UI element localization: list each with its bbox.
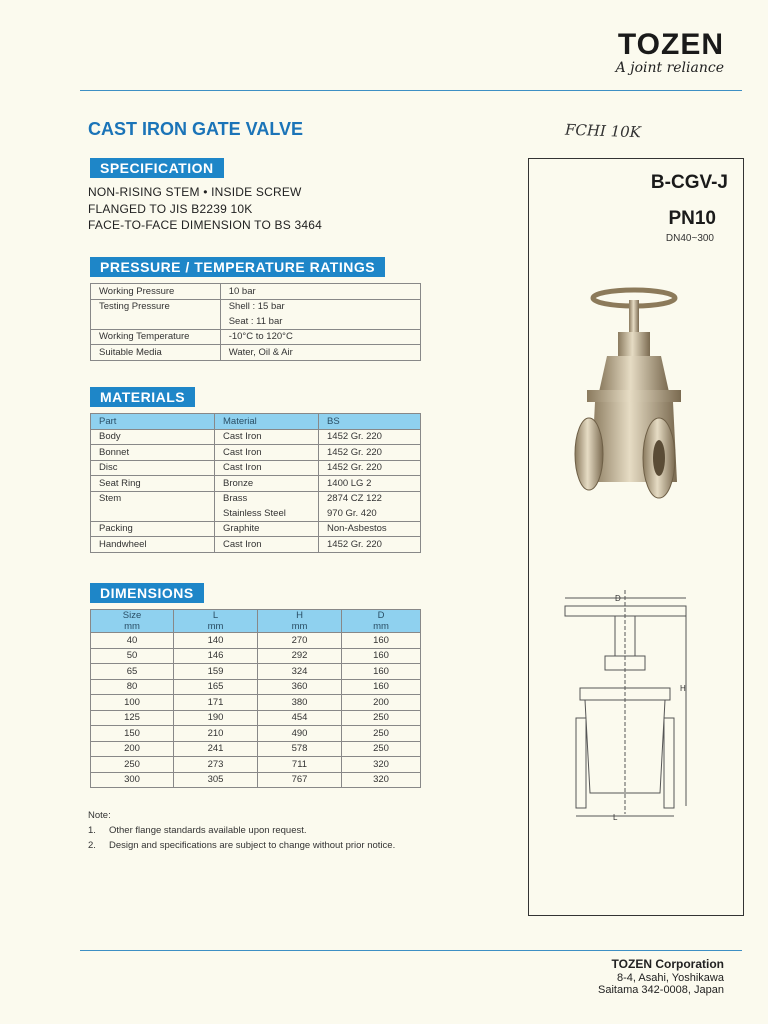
table-cell: 250 xyxy=(91,757,174,773)
logo-wordmark: TOZEN xyxy=(617,28,724,61)
table-cell: 250 xyxy=(342,710,421,726)
table-cell: Testing Pressure xyxy=(91,299,221,314)
table-cell: 1452 Gr. 220 xyxy=(319,537,421,553)
specification-text xyxy=(88,184,322,234)
table-cell: 305 xyxy=(174,772,258,788)
table-cell: 380 xyxy=(258,695,342,711)
note-number: 2. xyxy=(88,840,96,851)
column-header: Part xyxy=(91,414,215,430)
table-row xyxy=(91,772,421,788)
spec-line: NON-RISING STEM • INSIDE SCREW xyxy=(88,185,302,199)
table-header-row xyxy=(91,414,421,430)
table-cell: 10 bar xyxy=(220,284,420,300)
pressure-class: PN10 xyxy=(668,208,716,229)
valve-photo xyxy=(565,282,685,514)
size-range: DN40~300 xyxy=(665,233,714,244)
table-cell: 1452 Gr. 220 xyxy=(319,429,421,445)
table-cell: Seat : 11 bar xyxy=(220,314,420,329)
table-cell: 160 xyxy=(342,648,421,664)
table-cell: Handwheel xyxy=(91,537,215,553)
column-header xyxy=(342,610,421,633)
table-row xyxy=(91,329,421,345)
table-row xyxy=(91,710,421,726)
column-header xyxy=(258,610,342,633)
table-cell: 146 xyxy=(174,648,258,664)
valve-drawing xyxy=(560,588,700,828)
table-cell: 100 xyxy=(91,695,174,711)
table-cell: 1400 LG 2 xyxy=(319,476,421,492)
handwritten-note: FCHI 10K xyxy=(564,120,642,142)
notes xyxy=(88,808,395,853)
table-cell: Bonnet xyxy=(91,445,215,461)
dimensions-heading: DIMENSIONS xyxy=(90,583,204,603)
column-header xyxy=(91,610,174,633)
table-cell: -10°C to 120°C xyxy=(220,329,420,345)
table-row xyxy=(91,757,421,773)
table-cell xyxy=(91,314,221,329)
drawing-left-flange xyxy=(576,718,586,808)
table-cell: 320 xyxy=(342,757,421,773)
materials-table xyxy=(90,413,421,553)
table-cell: 711 xyxy=(258,757,342,773)
table-cell: 578 xyxy=(258,741,342,757)
table-row xyxy=(91,491,421,506)
table-cell: 125 xyxy=(91,710,174,726)
company-name: TOZEN Corporation xyxy=(611,957,724,971)
column-header xyxy=(174,610,258,633)
table-cell: 165 xyxy=(174,679,258,695)
company-address xyxy=(598,958,724,996)
table-cell: 159 xyxy=(174,664,258,680)
table-cell: 140 xyxy=(174,633,258,649)
table-cell xyxy=(91,506,215,521)
drawing-label-d: D xyxy=(615,594,621,603)
table-row xyxy=(91,695,421,711)
table-cell: 1452 Gr. 220 xyxy=(319,445,421,461)
table-cell: 270 xyxy=(258,633,342,649)
table-cell: 360 xyxy=(258,679,342,695)
table-cell: Working Pressure xyxy=(91,284,221,300)
table-row xyxy=(91,679,421,695)
table-cell: Body xyxy=(91,429,215,445)
column-unit: mm xyxy=(207,621,224,632)
left-flange-shape xyxy=(575,418,603,490)
table-row xyxy=(91,664,421,680)
spec-line: FACE-TO-FACE DIMENSION TO BS 3464 xyxy=(88,218,322,232)
table-cell: Non-Asbestos xyxy=(319,521,421,537)
table-cell: Stainless Steel xyxy=(215,506,319,521)
table-cell: 65 xyxy=(91,664,174,680)
table-cell: 150 xyxy=(91,726,174,742)
table-cell: 171 xyxy=(174,695,258,711)
table-cell: 320 xyxy=(342,772,421,788)
notes-heading: Note: xyxy=(88,810,111,821)
table-cell: Suitable Media xyxy=(91,345,221,361)
table-row xyxy=(91,345,421,361)
table-cell: 767 xyxy=(258,772,342,788)
table-cell: 300 xyxy=(91,772,174,788)
table-cell: Disc xyxy=(91,460,215,476)
table-cell: 250 xyxy=(342,726,421,742)
column-header: BS xyxy=(319,414,421,430)
bore-shape xyxy=(653,440,665,476)
table-row xyxy=(91,648,421,664)
ratings-heading: PRESSURE / TEMPERATURE RATINGS xyxy=(90,257,385,277)
page-title: CAST IRON GATE VALVE xyxy=(88,119,304,139)
table-cell: 292 xyxy=(258,648,342,664)
table-cell: 454 xyxy=(258,710,342,726)
header-rule xyxy=(80,90,742,91)
spec-line: FLANGED TO JIS B2239 10K xyxy=(88,201,253,216)
table-cell: 190 xyxy=(174,710,258,726)
table-cell: Graphite xyxy=(215,521,319,537)
table-cell: Cast Iron xyxy=(215,445,319,461)
table-cell: 160 xyxy=(342,633,421,649)
table-row xyxy=(91,521,421,537)
table-cell: Working Temperature xyxy=(91,329,221,345)
table-cell: 210 xyxy=(174,726,258,742)
column-unit: mm xyxy=(124,621,140,632)
table-row xyxy=(91,537,421,553)
table-row xyxy=(91,284,421,300)
table-row xyxy=(91,506,421,521)
table-cell: 250 xyxy=(342,741,421,757)
bonnet-flange-shape xyxy=(587,390,681,402)
table-cell: 970 Gr. 420 xyxy=(319,506,421,521)
table-cell: Shell : 15 bar xyxy=(220,299,420,314)
model-code: B-CGV-J xyxy=(650,172,728,193)
note-text: Other flange standards available upon request. xyxy=(109,825,307,836)
table-cell: 273 xyxy=(174,757,258,773)
table-cell: Brass xyxy=(215,491,319,506)
table-cell: 80 xyxy=(91,679,174,695)
address-line: 8-4, Asahi, Yoshikawa xyxy=(616,972,724,984)
table-cell: Cast Iron xyxy=(215,460,319,476)
ratings-table xyxy=(90,283,421,361)
table-cell: 490 xyxy=(258,726,342,742)
materials-heading: MATERIALS xyxy=(90,387,195,407)
table-row xyxy=(91,633,421,649)
table-cell: Packing xyxy=(91,521,215,537)
table-cell: 50 xyxy=(91,648,174,664)
table-row xyxy=(91,726,421,742)
specification-heading: SPECIFICATION xyxy=(90,158,224,178)
table-header-row xyxy=(91,610,421,633)
table-cell: 324 xyxy=(258,664,342,680)
drawing-label-l: L xyxy=(613,813,618,822)
table-row xyxy=(91,460,421,476)
table-row xyxy=(91,476,421,492)
column-unit: mm xyxy=(291,621,308,632)
table-cell: 160 xyxy=(342,679,421,695)
note-item xyxy=(88,838,395,853)
column-name: Size xyxy=(122,610,142,621)
table-cell: Stem xyxy=(91,491,215,506)
note-text: Design and specifications are subject to change without prior notice. xyxy=(109,840,396,851)
table-cell: Water, Oil & Air xyxy=(220,345,420,361)
column-name: H xyxy=(296,610,303,621)
logo-tagline: A joint reliance xyxy=(615,60,724,76)
table-row xyxy=(91,445,421,461)
bonnet-shape xyxy=(599,356,669,392)
table-row xyxy=(91,299,421,314)
table-cell: 2874 CZ 122 xyxy=(319,491,421,506)
column-unit: mm xyxy=(373,621,389,632)
note-number: 1. xyxy=(88,825,96,836)
table-row xyxy=(91,741,421,757)
table-cell: 200 xyxy=(342,695,421,711)
table-row xyxy=(91,314,421,329)
dimensions-table xyxy=(90,609,421,788)
column-name: L xyxy=(212,610,219,621)
column-header: Material xyxy=(215,414,319,430)
column-name: D xyxy=(377,610,385,621)
drawing-right-flange xyxy=(664,718,674,808)
table-row xyxy=(91,429,421,445)
table-cell: 160 xyxy=(342,664,421,680)
drawing-label-h: H xyxy=(680,684,686,693)
footer-rule xyxy=(80,950,742,951)
table-cell: 40 xyxy=(91,633,174,649)
table-cell: Cast Iron xyxy=(215,429,319,445)
table-cell: Seat Ring xyxy=(91,476,215,492)
dimensions-body xyxy=(91,633,421,788)
table-cell: Bronze xyxy=(215,476,319,492)
table-cell: 200 xyxy=(91,741,174,757)
company-logo xyxy=(616,28,724,76)
table-cell: 241 xyxy=(174,741,258,757)
address-line: Saitama 342-0008, Japan xyxy=(598,984,724,996)
table-cell: 1452 Gr. 220 xyxy=(319,460,421,476)
gland-shape xyxy=(618,332,650,356)
note-item xyxy=(88,823,395,838)
table-cell: Cast Iron xyxy=(215,537,319,553)
